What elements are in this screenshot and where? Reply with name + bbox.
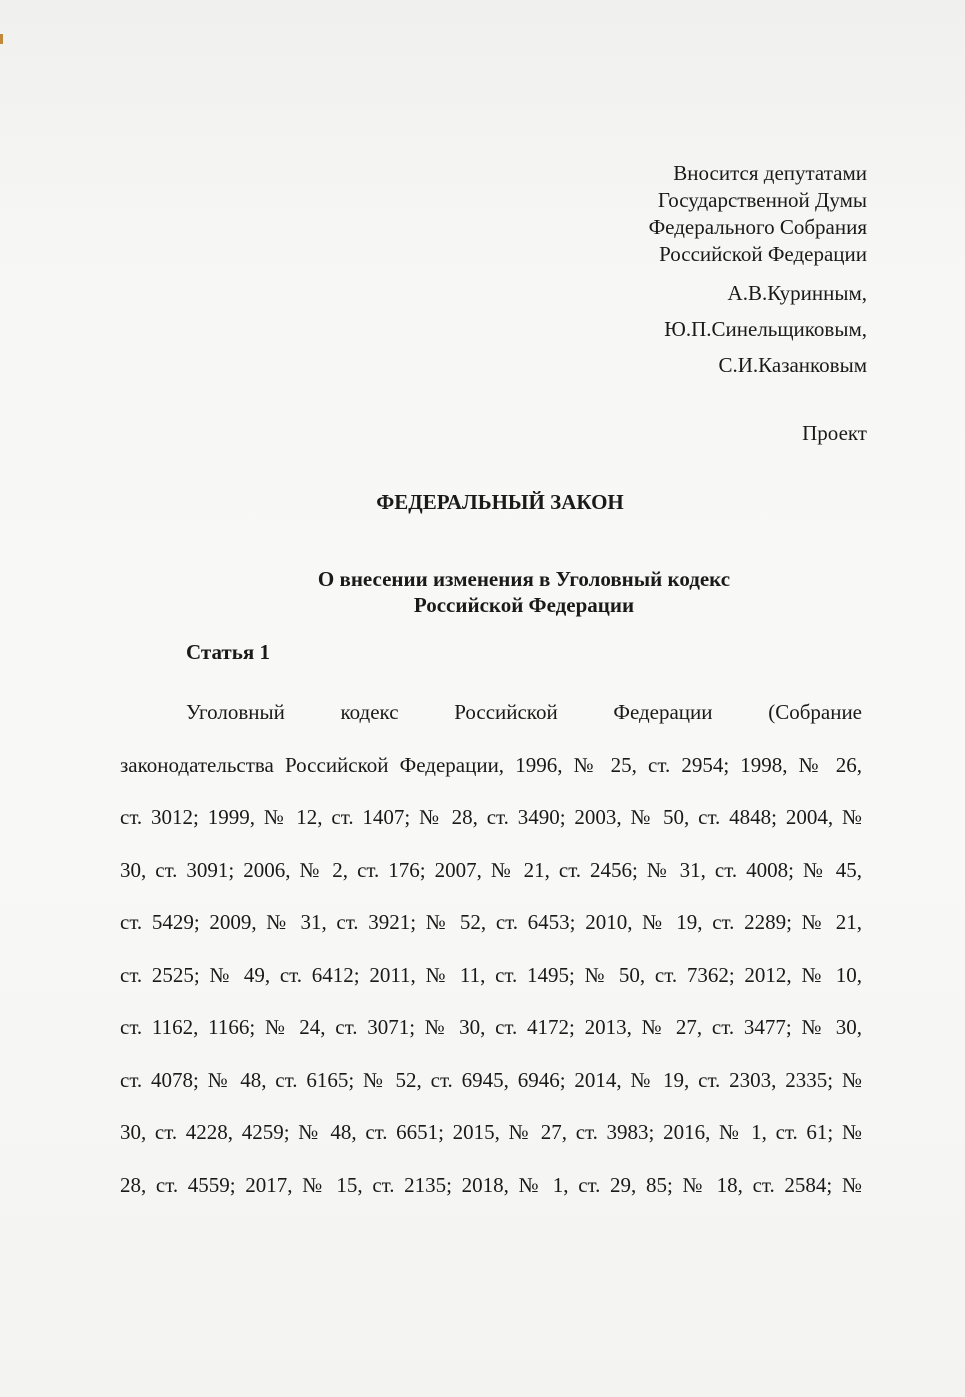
article-body	[120, 686, 862, 1211]
body-line: ст. 3012; 1999, № 12, ст. 1407; № 28, ст. 3490; 2003, № 50, ст. 4848; 2004, №	[120, 805, 862, 829]
document-subtitle	[0, 566, 965, 618]
draft-status: Проект	[802, 421, 867, 445]
body-line: ст. 5429; 2009, № 31, ст. 3921; № 52, ст. 6453; 2010, № 19, ст. 2289; № 21,	[120, 910, 862, 934]
deputy-name: Ю.П.Синельщиковым,	[664, 317, 867, 341]
body-line: Уголовный кодекс Российской Федерации (Собрание	[186, 700, 862, 724]
page-edge-mark	[0, 34, 3, 44]
body-line: 28, ст. 4559; 2017, № 15, ст. 2135; 2018, № 1, ст. 29, 85; № 18, ст. 2584; №	[120, 1172, 862, 1197]
sponsor-line: Государственной Думы	[657, 188, 867, 212]
body-line: ст. 2525; № 49, ст. 6412; 2011, № 11, ст. 1495; № 50, ст. 7362; 2012, № 10,	[120, 962, 862, 987]
sponsor-line: Вносится депутатами	[673, 161, 867, 185]
body-line: ст. 1162, 1166; № 24, ст. 3071; № 30, ст. 4172; 2013, № 27, ст. 3477; № 30,	[120, 1015, 862, 1039]
article-heading: Статья 1	[186, 640, 270, 664]
deputies-block	[664, 275, 867, 383]
body-line: ст. 4078; № 48, ст. 6165; № 52, ст. 6945, 6946; 2014, № 19, ст. 2303, 2335; №	[120, 1067, 862, 1092]
body-line: 30, ст. 3091; 2006, № 2, ст. 176; 2007, № 21, ст. 2456; № 31, ст. 4008; № 45,	[120, 857, 862, 882]
subtitle-line: О внесении изменения в Уголовный кодекс	[317, 567, 731, 591]
body-line: законодательства Российской Федерации, 1996, № 25, ст. 2954; 1998, № 26,	[120, 752, 862, 777]
document-title: ФЕДЕРАЛЬНЫЙ ЗАКОН	[376, 490, 624, 514]
subtitle-line: Российской Федерации	[413, 593, 635, 617]
deputy-name: А.В.Куринным,	[727, 281, 867, 305]
sponsor-line: Федерального Собрания	[648, 215, 867, 239]
deputy-name: С.И.Казанковым	[718, 353, 867, 377]
body-line: 30, ст. 4228, 4259; № 48, ст. 6651; 2015, № 27, ст. 3983; 2016, № 1, ст. 61; №	[120, 1120, 862, 1144]
sponsor-block	[649, 160, 867, 268]
sponsor-line: Российской Федерации	[659, 242, 867, 266]
